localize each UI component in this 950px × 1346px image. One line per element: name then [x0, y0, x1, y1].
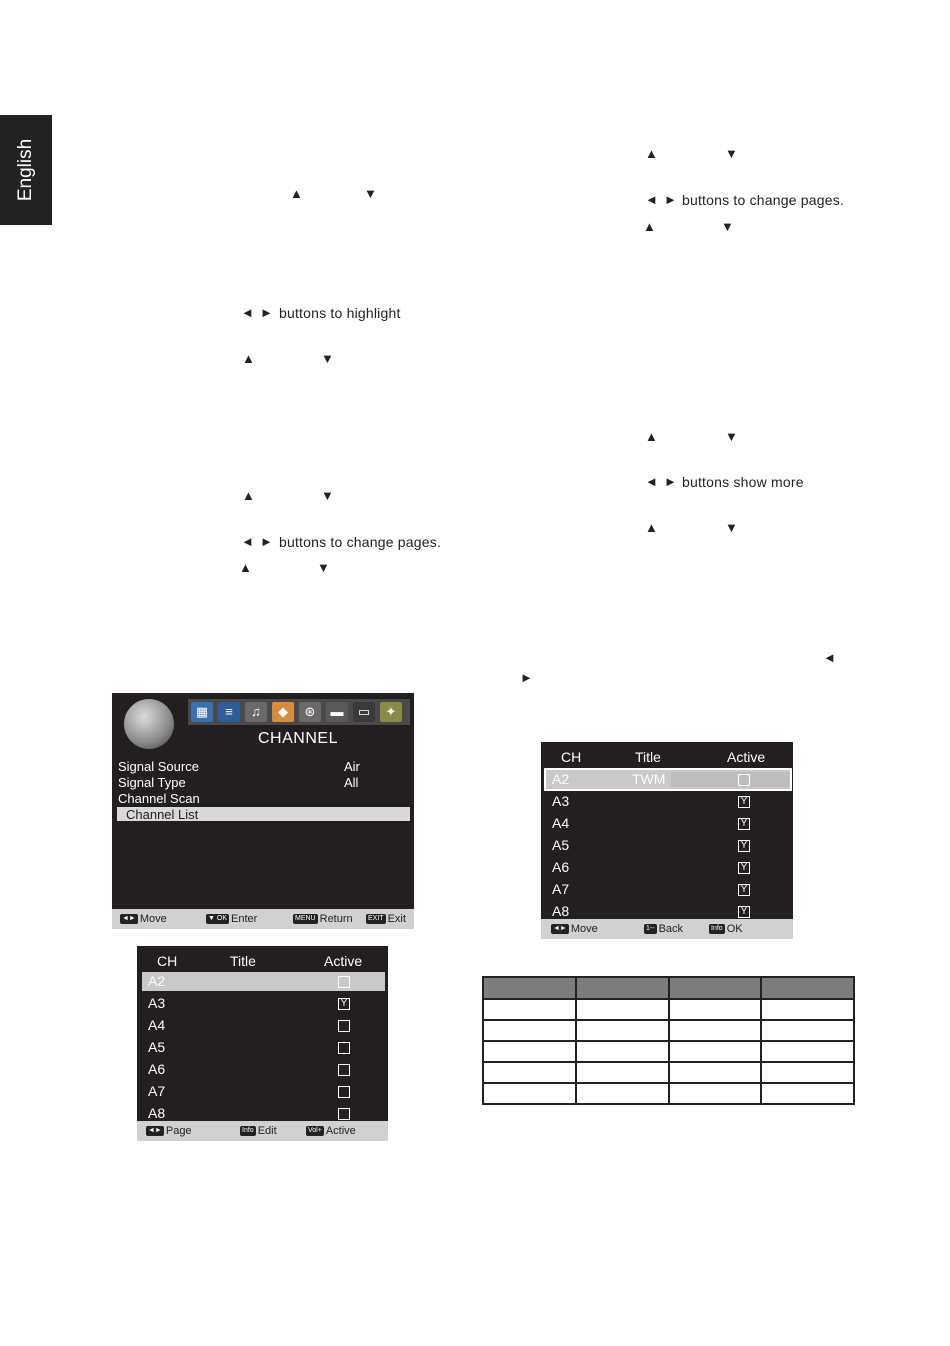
channel-number: A5 — [148, 1039, 166, 1055]
right-arrow-glyph: ► — [260, 305, 273, 320]
show-more-text: buttons show more — [682, 474, 804, 490]
footer-active-label: Active — [325, 1125, 356, 1137]
table-cell — [483, 1041, 576, 1062]
table-cell — [669, 1083, 762, 1104]
back-key-icon: 1-- — [646, 925, 655, 933]
table-header-cell — [576, 977, 669, 999]
table-cell — [761, 999, 854, 1020]
table-cell — [761, 1041, 854, 1062]
menu-title: CHANNEL — [258, 730, 338, 747]
up-arrow-glyph: ▲ — [242, 351, 255, 366]
down-arrow-glyph: ▼ — [364, 186, 377, 201]
channel-number: A8 — [552, 903, 570, 919]
channel-row[interactable] — [142, 1060, 385, 1079]
menu-item-signal-source[interactable]: Signal Source — [118, 759, 199, 774]
menu-item-channel-list[interactable] — [117, 807, 410, 821]
left-arrow-glyph: ◄ — [241, 534, 254, 549]
channel-number: A4 — [148, 1017, 166, 1033]
down-arrow-glyph: ▼ — [725, 146, 738, 161]
table-header-cell — [483, 977, 576, 999]
lock-menu-icon[interactable]: ⊛ — [299, 702, 321, 722]
table-cell — [576, 1041, 669, 1062]
footer-back-label: Back — [658, 923, 684, 935]
channel-row[interactable] — [546, 836, 790, 855]
up-arrow-glyph: ▲ — [239, 560, 252, 575]
down-arrow-glyph: ▼ — [321, 351, 334, 366]
table-header-cell — [669, 977, 762, 999]
channel-number: A3 — [552, 793, 570, 809]
menu-icon-bar — [188, 699, 410, 725]
channel-number: A7 — [148, 1083, 166, 1099]
active-checkbox[interactable] — [338, 1064, 350, 1076]
active-checkbox[interactable]: Y — [738, 862, 750, 874]
right-arrow-glyph: ► — [260, 534, 273, 549]
table-cell — [761, 1083, 854, 1104]
table-cell — [483, 1083, 576, 1104]
down-arrow-glyph: ▼ — [725, 520, 738, 535]
channel-number: A3 — [148, 995, 166, 1011]
down-arrow-glyph: ▼ — [321, 488, 334, 503]
menu-item-channel-list-label: Channel List — [126, 807, 199, 822]
channel-number: A6 — [552, 859, 570, 875]
vol-key-icon: Vol+ — [308, 1127, 322, 1135]
channel-number: A5 — [552, 837, 570, 853]
table-header-cell — [761, 977, 854, 999]
header-title: Title — [230, 953, 256, 969]
up-arrow-glyph: ▲ — [242, 488, 255, 503]
channel-list-screen-2 — [541, 742, 793, 939]
tools-menu-icon[interactable]: ✦ — [380, 702, 402, 722]
down-arrow-glyph: ▼ — [725, 429, 738, 444]
move-key-icon: ◄► — [553, 925, 567, 933]
channel-menu-icon[interactable]: ◆ — [272, 702, 294, 722]
channel-row[interactable] — [142, 994, 385, 1013]
active-checkbox[interactable]: Y — [338, 998, 350, 1010]
channel-number: A8 — [148, 1105, 166, 1121]
menu-item-signal-type[interactable]: Signal Type — [118, 775, 186, 790]
channel-row[interactable] — [142, 1038, 385, 1057]
table-cell — [576, 1062, 669, 1083]
empty-table — [482, 976, 855, 1105]
table-cell — [576, 999, 669, 1020]
active-checkbox[interactable] — [738, 774, 750, 786]
picture-menu-icon[interactable]: ▦ — [191, 702, 213, 722]
pc-menu-icon[interactable]: ▭ — [353, 702, 375, 722]
table-cell — [669, 999, 762, 1020]
footer-ok-label: OK — [726, 923, 743, 935]
table-cell — [761, 1062, 854, 1083]
footer-return-label: Return — [319, 913, 353, 925]
left-arrow-glyph: ◄ — [823, 650, 836, 665]
header-active: Active — [324, 953, 363, 969]
channel-number: A6 — [148, 1061, 166, 1077]
up-arrow-glyph: ▲ — [645, 146, 658, 161]
change-pages-text: buttons to change pages. — [682, 192, 845, 208]
left-arrow-glyph: ◄ — [645, 192, 658, 207]
menu-item-channel-scan[interactable]: Channel Scan — [118, 791, 200, 806]
active-checkbox[interactable] — [338, 1086, 350, 1098]
active-checkbox[interactable] — [338, 1108, 350, 1120]
channel-number: A4 — [552, 815, 570, 831]
channel-title: TWM — [632, 771, 666, 787]
menu-key-icon: MENU — [295, 915, 316, 923]
channel-row[interactable] — [546, 880, 790, 899]
list-footer — [541, 919, 793, 939]
up-arrow-glyph: ▲ — [290, 186, 303, 201]
enter-key-icon: ▼ OK — [208, 915, 227, 923]
right-arrow-glyph: ► — [664, 474, 677, 489]
up-arrow-glyph: ▲ — [645, 520, 658, 535]
highlight-text: buttons to highlight — [279, 305, 401, 321]
table-cell — [761, 1020, 854, 1041]
right-arrow-glyph: ► — [664, 192, 677, 207]
up-arrow-glyph: ▲ — [645, 429, 658, 444]
table-cell — [576, 1083, 669, 1104]
channel-row[interactable] — [546, 792, 790, 811]
setup-menu-icon[interactable]: ▬ — [326, 702, 348, 722]
active-checkbox[interactable]: Y — [738, 796, 750, 808]
table-cell — [483, 999, 576, 1020]
table-cell — [483, 1020, 576, 1041]
language-tab-label: English — [15, 138, 36, 202]
list-menu-icon[interactable]: ≡ — [218, 702, 240, 722]
change-pages-text: buttons to change pages. — [279, 534, 442, 550]
footer-enter-label: Enter — [231, 913, 258, 925]
active-field-highlight — [671, 772, 789, 787]
footer-page-label: Page — [165, 1125, 192, 1137]
channel-row[interactable] — [142, 972, 385, 991]
active-checkbox[interactable] — [338, 976, 350, 988]
channel-row[interactable] — [546, 858, 790, 877]
move-key-icon: ◄► — [122, 915, 136, 923]
list-footer — [137, 1121, 388, 1141]
channel-menu-screen — [112, 693, 414, 929]
channel-row[interactable] — [546, 770, 790, 789]
page-key-icon: ◄► — [148, 1127, 162, 1135]
active-checkbox[interactable] — [338, 1020, 350, 1032]
active-checkbox[interactable]: Y — [738, 818, 750, 830]
menu-value-signal-source: Air — [344, 759, 360, 774]
menu-footer — [112, 909, 414, 929]
table-cell — [483, 1062, 576, 1083]
left-arrow-glyph: ◄ — [645, 474, 658, 489]
header-active: Active — [727, 749, 766, 765]
footer-move-label: Move — [139, 913, 167, 925]
header-ch: CH — [561, 749, 582, 765]
right-arrow-glyph: ► — [520, 670, 533, 685]
header-title: Title — [635, 749, 661, 765]
footer-move-label: Move — [570, 923, 598, 935]
down-arrow-glyph: ▼ — [317, 560, 330, 575]
info-key-icon: Info — [242, 1127, 254, 1135]
table-cell — [576, 1020, 669, 1041]
down-arrow-glyph: ▼ — [721, 219, 734, 234]
table-cell — [669, 1041, 762, 1062]
satellite-dish-icon — [124, 699, 174, 749]
channel-row[interactable] — [142, 1016, 385, 1035]
audio-menu-icon[interactable]: ♫ — [245, 702, 267, 722]
active-checkbox[interactable]: Y — [738, 840, 750, 852]
channel-row[interactable] — [546, 814, 790, 833]
menu-value-signal-type: All — [344, 775, 359, 790]
channel-number: A2 — [552, 771, 570, 787]
channel-list-screen-1 — [137, 946, 388, 1141]
channel-number: A2 — [148, 973, 166, 989]
table-cell — [669, 1020, 762, 1041]
language-tab — [0, 115, 52, 225]
footer-edit-label: Edit — [257, 1125, 277, 1137]
active-checkbox[interactable] — [338, 1042, 350, 1054]
active-checkbox[interactable]: Y — [738, 884, 750, 896]
info-key-icon: Info — [711, 925, 723, 933]
table-cell — [669, 1062, 762, 1083]
active-checkbox[interactable]: Y — [738, 906, 750, 918]
channel-number: A7 — [552, 881, 570, 897]
up-arrow-glyph: ▲ — [643, 219, 656, 234]
left-arrow-glyph: ◄ — [241, 305, 254, 320]
exit-key-icon: EXIT — [368, 915, 384, 923]
channel-row[interactable] — [142, 1082, 385, 1101]
header-ch: CH — [157, 953, 178, 969]
footer-exit-label: Exit — [387, 913, 406, 925]
